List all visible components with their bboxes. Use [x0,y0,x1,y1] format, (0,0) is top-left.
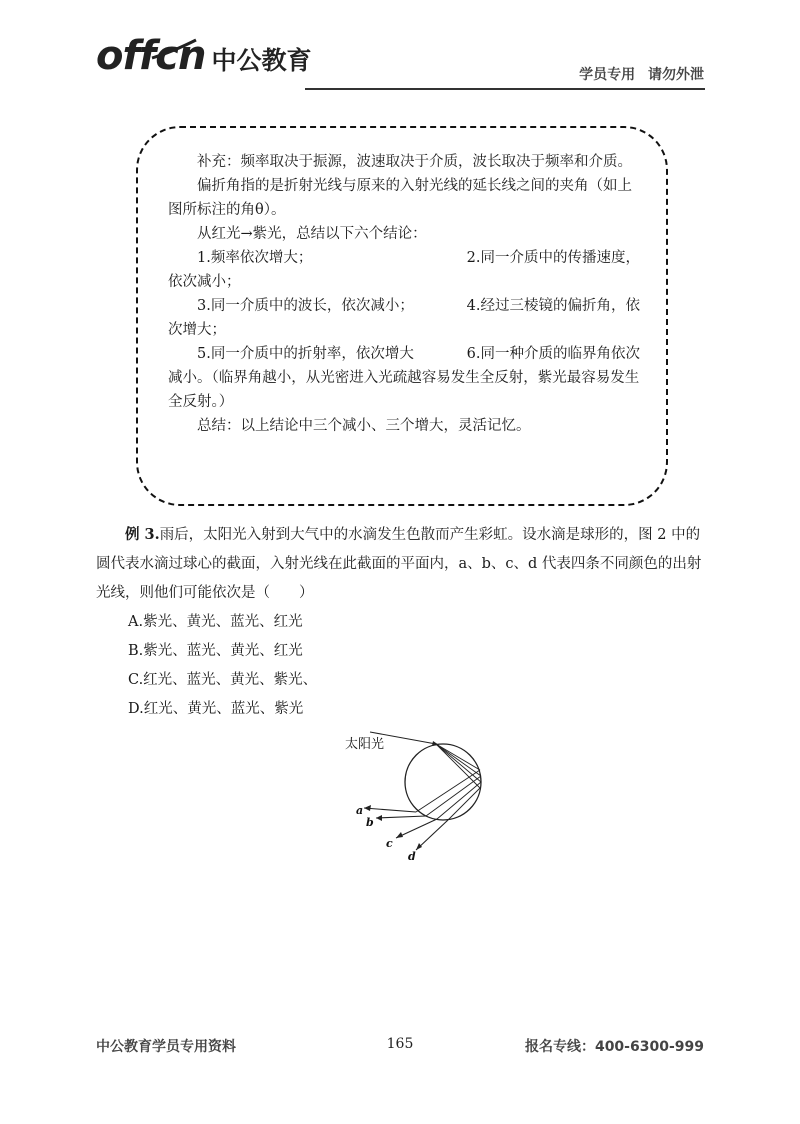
conclusion-1: 1.频率依次增大； [197,250,313,266]
option-b: B.紫光、蓝光、黄光、红光 [128,643,303,659]
example-label: 例 3. [125,526,160,543]
water-droplet-circle [405,744,481,820]
conclusion-row-1 [168,246,640,270]
logo-swoosh-icon [150,38,200,60]
note-paragraph-1: 补充：频率取决于振源，波速取决于介质，波长取决于频率和介质。 [197,154,632,170]
logo-chinese-text: 中公教育 [211,46,312,75]
ray-label-c: c [386,837,393,850]
header-notice [579,64,704,84]
note-summary: 总结：以上结论中三个减小、三个增大，灵活记忆。 [197,418,531,434]
exit-rays [364,808,448,850]
footer-hotline: 报名专线：400-6300-999 [524,1039,704,1055]
ray-label-d: d [408,850,416,863]
conclusion-3: 3.同一介质中的波长，依次减小； [197,298,414,314]
option-c: C.红光、蓝光、黄光、紫光、 [128,672,318,688]
note-paragraph-2: 偏折角指的是折射光线与原来的入射光线的延长线之间的夹角（如上图所标注的角θ）。 [168,178,632,218]
footer-label: 中公教育学员专用资料 [96,1039,236,1055]
logo-latin-text: offcn [96,33,206,79]
conclusion-row-2 [168,294,640,318]
supplement-note-box [136,126,668,506]
page-header [0,0,800,100]
sun-label: 太阳光 [345,737,385,752]
rainbow-droplet-figure [340,726,500,876]
option-a: A.紫光、黄光、蓝光、红光 [128,614,303,630]
header-tag-1: 学员专用 [579,67,636,83]
conclusion-5: 5.同一介质中的折射率，依次增大 [197,346,414,362]
conclusion-4: 4.经过三棱镜的偏折角，依 [466,298,640,314]
offcn-logo [96,33,312,79]
conclusion-4-continued: 次增大； [168,322,226,338]
conclusion-row-3 [168,342,640,366]
option-d: D.红光、黄光、蓝光、紫光 [128,701,304,717]
example-stem [96,520,708,608]
note-paragraph-3: 从红光→紫光，总结以下六个结论： [197,226,427,242]
internal-rays [416,744,481,820]
page-footer [0,1036,800,1066]
conclusion-2: 2.同一介质中的传播速度， [466,250,640,266]
header-rule [305,88,705,90]
page-number: 165 [386,1036,414,1052]
ray-label-b: b [366,816,374,829]
conclusion-2-continued: 依次减小； [168,274,241,290]
header-tag-2: 请勿外泄 [648,67,704,83]
conclusion-6: 6.同一种介质的临界角依次 [466,346,640,362]
ray-label-a: a [356,804,364,817]
example-stem-text: 雨后，太阳光入射到大气中的水滴发生色散而产生彩虹。设水滴是球形的，图 2 中的圆代表水滴过球心的截面，入射光线在此截面的平面内，a、b、c、d 代表四条不同颜色的出射光线，则他们可能依次是（ ） [96,527,702,601]
example-3 [96,520,708,724]
conclusion-6-continued: 减小。（临界角越小，从光密进入光疏越容易发生全反射，紫光最容易发生全反射。） [168,370,640,410]
